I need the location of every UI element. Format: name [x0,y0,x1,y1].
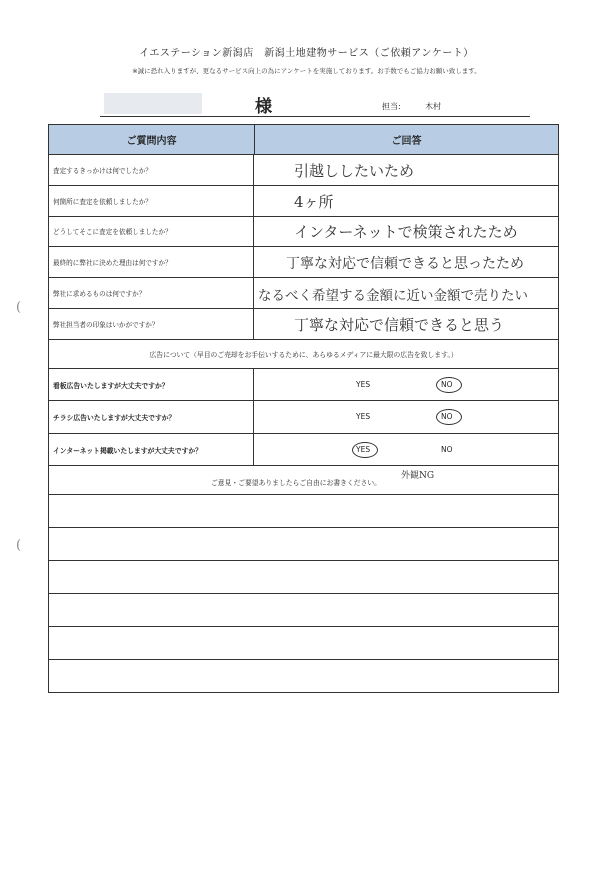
question-column-header: ご質問内容 [49,125,255,154]
survey-notice: ※誠に恐れ入りますが、更なるサービス向上の為にアンケートを実施しております。お手数でもご協力お願い致します。 [132,67,481,75]
margin-mark-2: ( [16,538,22,553]
handwritten-answer: インターネットで検策されたため [294,223,518,242]
ad-answer-cell [254,434,558,466]
question-text: 弊社に求めるものは何ですか？ [49,278,254,308]
ad-question: チラシ広告いたしますが大丈夫ですか？ [49,401,254,433]
handwritten-comment: 外観NG [401,471,435,482]
yes-option[interactable]: YES [356,444,371,454]
question-text: 査定するきっかけは何でしたか？ [49,155,254,185]
yes-option[interactable]: YES [356,379,371,389]
question-text: 弊社担当者の印象はいかがですか？ [49,309,254,339]
honorific: 様 [255,97,272,117]
comment-line[interactable] [49,626,558,659]
ad-row [49,400,558,433]
no-option[interactable]: NO [441,379,453,389]
answer-cell [254,247,558,277]
ad-answer-cell [254,401,558,433]
answer-column-header: ご回答 [255,125,558,154]
comment-line[interactable] [49,560,558,593]
handwritten-answer: 引越ししたいため [294,161,415,180]
answer-cell [254,309,558,339]
ad-row [49,433,558,466]
no-option[interactable]: NO [441,444,453,454]
table-row [49,185,558,216]
handwritten-answer: 4ヶ所 [294,192,334,211]
no-option[interactable]: NO [441,412,453,422]
question-text: どうしてそこに査定を依頼しましたか？ [49,217,254,247]
selection-circle [436,377,462,393]
handwritten-answer: なるべく希望する金額に近い金額で売りたい [258,287,528,304]
comment-line[interactable] [49,527,558,560]
comment-line[interactable] [49,659,558,692]
comment-line[interactable] [49,593,558,626]
table-row [49,216,558,247]
name-underline [100,116,530,117]
question-text: 最終的に弊社に決めた理由は何ですか？ [49,247,254,277]
table-row [49,154,558,185]
table-header [49,125,558,154]
table-row [49,277,558,308]
comment-line[interactable] [49,494,558,527]
survey-title: イエステーション新潟店 新潟土地建物サービス（ご依頼アンケート） [139,48,474,59]
ad-question: インターネット掲載いたしますが大丈夫ですか？ [49,434,254,466]
ad-intro: 広告について（早目のご売却をお手伝いするために、あらゆるメディアに最大限の広告を致します。） [49,339,558,368]
answer-cell [254,186,558,216]
selection-circle [352,442,378,458]
ad-answer-cell [254,369,558,401]
table-row [49,308,558,339]
answer-cell [254,278,558,308]
customer-name-redacted [104,93,202,114]
survey-form [48,124,559,693]
selection-circle [436,409,462,425]
answer-cell [254,217,558,247]
margin-mark-1: ( [16,300,22,315]
handwritten-answer: 丁寧な対応で信頼できると思ったため [286,256,524,273]
yes-option[interactable]: YES [356,412,371,422]
staff-name: 木村 [425,102,441,111]
comments-header [49,465,558,494]
staff-label: 担当: [382,102,401,111]
handwritten-answer: 丁寧な対応で信頼できると思う [294,315,505,334]
ad-row [49,368,558,401]
question-text: 何箇所に査定を依頼しましたか？ [49,186,254,216]
table-row [49,246,558,277]
answer-cell [254,155,558,185]
comments-prompt: ご意見・ご要望ありましたらご自由にお書きください。 [211,479,381,488]
ad-question: 看板広告いたしますが大丈夫ですか？ [49,369,254,401]
